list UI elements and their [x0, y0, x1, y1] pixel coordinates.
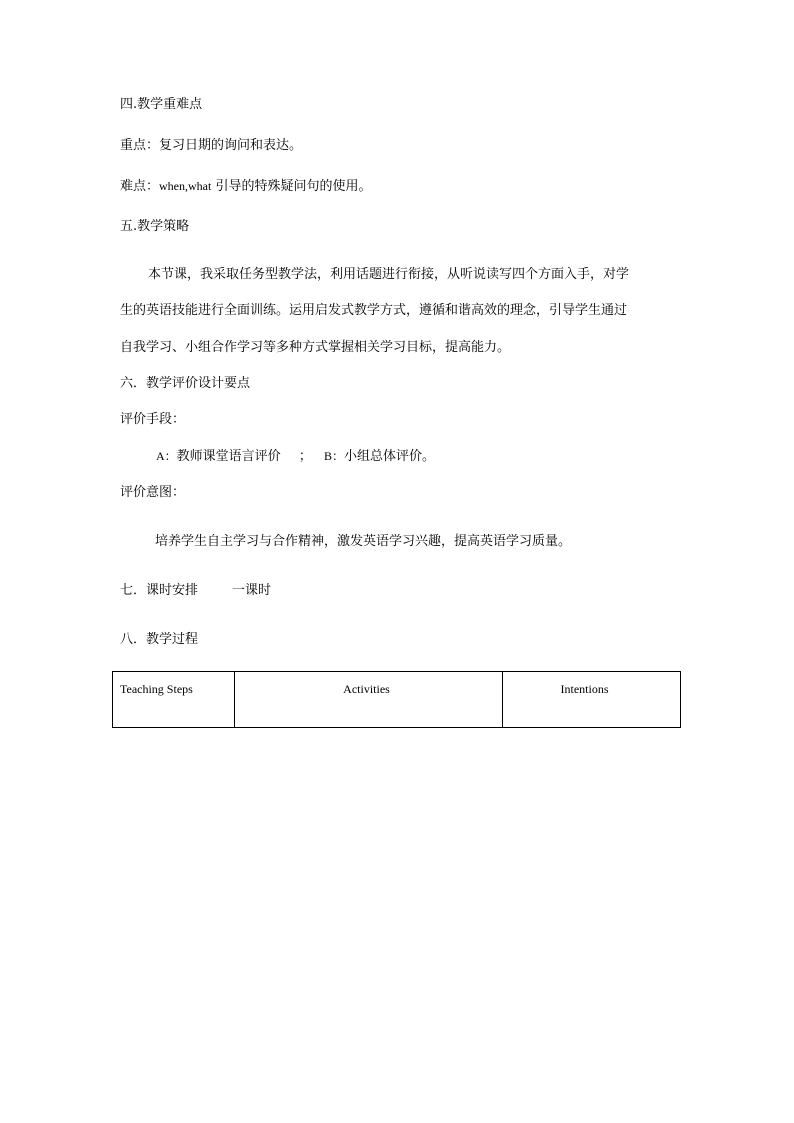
difficult-point-english: when,what	[159, 179, 212, 193]
means-b: 小组总体评价。	[344, 449, 436, 464]
evaluation-intent-label: 评价意图：	[120, 485, 186, 500]
means-a: 教师课堂语言评价	[176, 449, 281, 464]
evaluation-means-items	[156, 447, 435, 466]
means-a-prefix: A：	[156, 449, 177, 463]
strategy-paragraph-line-2: 生的英语技能进行全面训练。运用启发式教学方式，遵循和谐高效的理念，引导学生通过	[120, 303, 628, 318]
difficult-point-prefix: 难点：	[120, 179, 160, 194]
teaching-steps-table	[112, 671, 681, 728]
section-6-heading: 六．教学评价设计要点	[120, 376, 251, 391]
strategy-paragraph-line-1: 本节课，我采取任务型教学法，利用话题进行衔接，从听说读写四个方面入手，对学	[148, 267, 630, 282]
header-activities: Activities	[235, 672, 503, 728]
table-header-row	[113, 672, 681, 728]
strategy-paragraph-line-3: 自我学习、小组合作学习等多种方式掌握相关学习目标，提高能力。	[120, 340, 511, 355]
key-point: 重点：复习日期的询问和表达。	[120, 138, 303, 153]
section-5-heading: 五.教学策略	[120, 219, 190, 234]
evaluation-means-label: 评价手段：	[120, 412, 186, 427]
section-8-heading: 八．教学过程	[120, 632, 199, 647]
evaluation-intent-text: 培养学生自主学习与合作精神，激发英语学习兴趣，提高英语学习质量。	[155, 534, 572, 549]
header-teaching-steps: Teaching Steps	[113, 672, 235, 728]
section-4-heading: 四.教学重难点	[120, 97, 203, 112]
header-intentions: Intentions	[503, 672, 681, 728]
means-separator: ；	[298, 449, 312, 464]
section-7-value: 一课时	[232, 583, 272, 598]
section-7-heading: 七．课时安排	[120, 583, 199, 598]
difficult-point-suffix: 引导的特殊疑问句的使用。	[211, 179, 372, 194]
difficult-point	[120, 177, 371, 196]
means-b-prefix: B：	[323, 449, 344, 463]
